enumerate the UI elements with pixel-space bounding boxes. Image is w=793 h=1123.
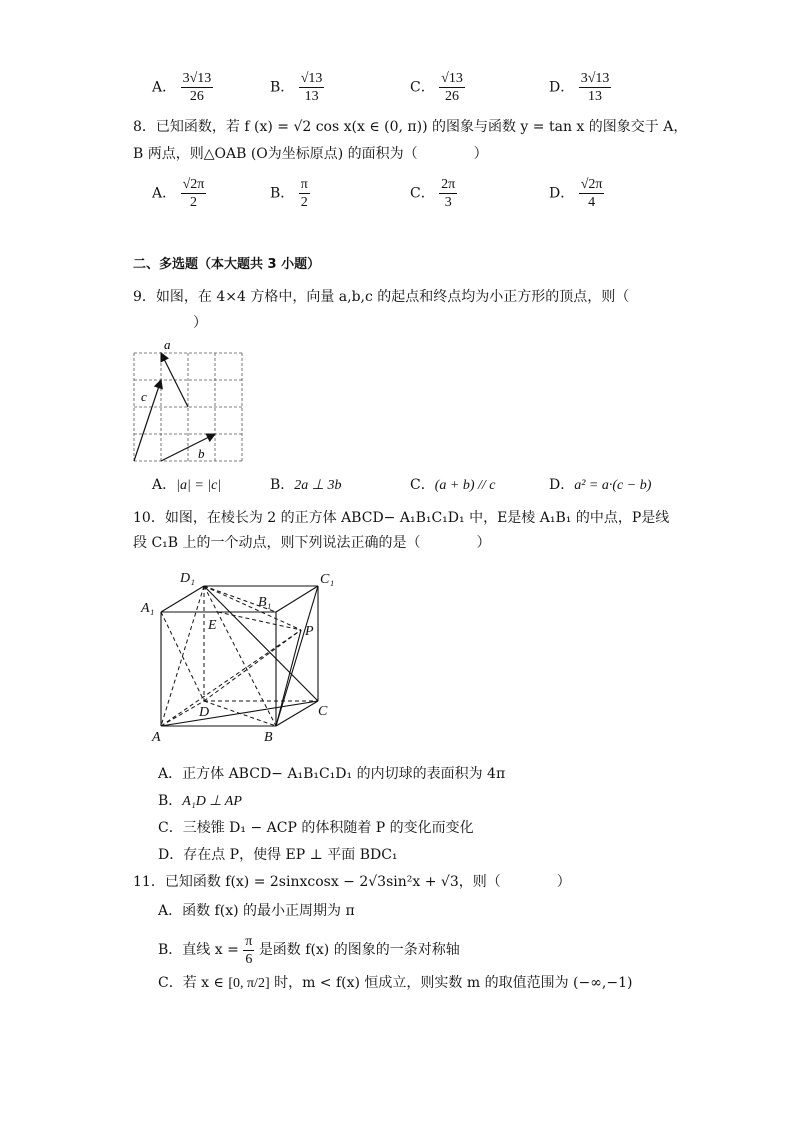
fraction: $\frac{2\pi}{3}$ — [441, 177, 456, 210]
q9-option-c[interactable]: C．(a + b) // c — [410, 477, 496, 493]
label-A1: A₁ — [141, 601, 155, 616]
label-D1: D₁ — [180, 571, 195, 586]
label-A: A — [152, 730, 161, 745]
q8-option-c[interactable]: C． $\frac{2\pi}{3}$ — [410, 177, 456, 210]
fraction: $\frac{√13}{13}$ — [300, 71, 323, 104]
vector-c — [134, 380, 161, 461]
q10-stem-line2: 段 C₁B 上的一个动点，则下列说法正确的是（ ） — [133, 535, 491, 551]
q10-stem-line1: 10．如图，在棱长为 2 的正方体 ABCD− A₁B₁C₁D₁ 中，E是棱 A₁B₁ 的中点，P是线 — [133, 510, 670, 526]
label-E: E — [208, 618, 217, 633]
q11-option-c[interactable]: C．若 x ∈ [0, π/2] 时，m < f(x) 恒成立，则实数 m 的取值范围为 (−∞,−1) — [158, 975, 633, 991]
q8-option-a[interactable]: A． $\frac{√2\pi}{2}$ — [152, 177, 205, 210]
q9-option-b[interactable]: B．2a ⊥ 3b — [270, 477, 342, 493]
q7-option-d[interactable]: D． $\frac{3√13}{13}$ — [549, 71, 610, 104]
q10-option-d[interactable]: D．存在点 P，使得 EP ⊥ 平面 BDC₁ — [158, 847, 398, 863]
q9-option-d[interactable]: D．a² = a·(c − b) — [549, 477, 652, 493]
q10-option-c[interactable]: C．三棱锥 D₁ − ACP 的体积随着 P 的变化而变化 — [158, 820, 474, 836]
label-a: a — [164, 337, 171, 352]
fraction: $\frac{√2\pi}{4}$ — [580, 177, 603, 210]
label-C: C — [318, 704, 328, 719]
q11-stem: 11．已知函数 f(x) = 2sinxcosx − 2√3sin²x + √3，则（ ） — [133, 874, 571, 890]
q11-option-b[interactable]: B．直线 x = $\frac{\pi}{6}$ 是函数 f(x) 的图象的一条对称轴 — [158, 933, 460, 967]
label-D: D — [199, 705, 210, 720]
q7-option-a[interactable]: A． $\frac{3√13}{26}$ — [152, 71, 212, 104]
label-B1: B₁ — [258, 595, 272, 610]
label-B: B — [264, 730, 273, 745]
q8-stem-line2: B 两点，则△OAB (O为坐标原点) 的面积为（ ） — [133, 146, 488, 162]
q10-option-a[interactable]: A．正方体 ABCD− A₁B₁C₁D₁ 的内切球的表面积为 4π — [158, 766, 506, 782]
q9-stem-line2: ） — [193, 315, 207, 331]
fraction: $\frac{√2\pi}{2}$ — [182, 177, 205, 210]
fraction: $\frac{3√13}{26}$ — [182, 71, 212, 104]
label-c: c — [141, 389, 147, 404]
fraction: $\frac{√13}{26}$ — [441, 71, 463, 104]
fraction: $\frac{3√13}{13}$ — [580, 71, 610, 104]
q10-option-b[interactable]: B．A₁D ⊥ AP — [158, 793, 242, 809]
fraction: $\frac{\pi}{6}$ — [245, 933, 253, 967]
q11-option-a[interactable]: A．函数 f(x) 的最小正周期为 π — [158, 903, 355, 919]
q9-grid-figure — [126, 335, 251, 470]
fraction: $\frac{\pi}{2}$ — [300, 177, 308, 210]
label-P: P — [305, 624, 314, 639]
q7-option-b[interactable]: B． $\frac{√13}{13}$ — [270, 71, 323, 104]
q9-option-a[interactable]: A．|a| = |c| — [152, 477, 222, 493]
q8-option-d[interactable]: D． $\frac{√2\pi}{4}$ — [549, 177, 603, 210]
section-heading: 二、多选题（本大题共 3 小题） — [133, 257, 321, 272]
label-C1: C₁ — [320, 572, 335, 587]
q9-stem-line1: 9．如图，在 4×4 方格中，向量 a,b,c 的起点和终点均为小正方形的顶点，则（ — [133, 289, 630, 305]
q8-option-b[interactable]: B． $\frac{\pi}{2}$ — [270, 177, 308, 210]
q8-stem-line1: 8．已知函数，若 f (x) = √2 cos x(x ∈ (0, π)) 的图象与函数 y = tan x 的图象交于 A， — [133, 119, 688, 135]
label-b: b — [198, 446, 205, 461]
q7-option-c[interactable]: C． $\frac{√13}{26}$ — [410, 71, 463, 104]
q10-cube-figure — [136, 565, 346, 750]
